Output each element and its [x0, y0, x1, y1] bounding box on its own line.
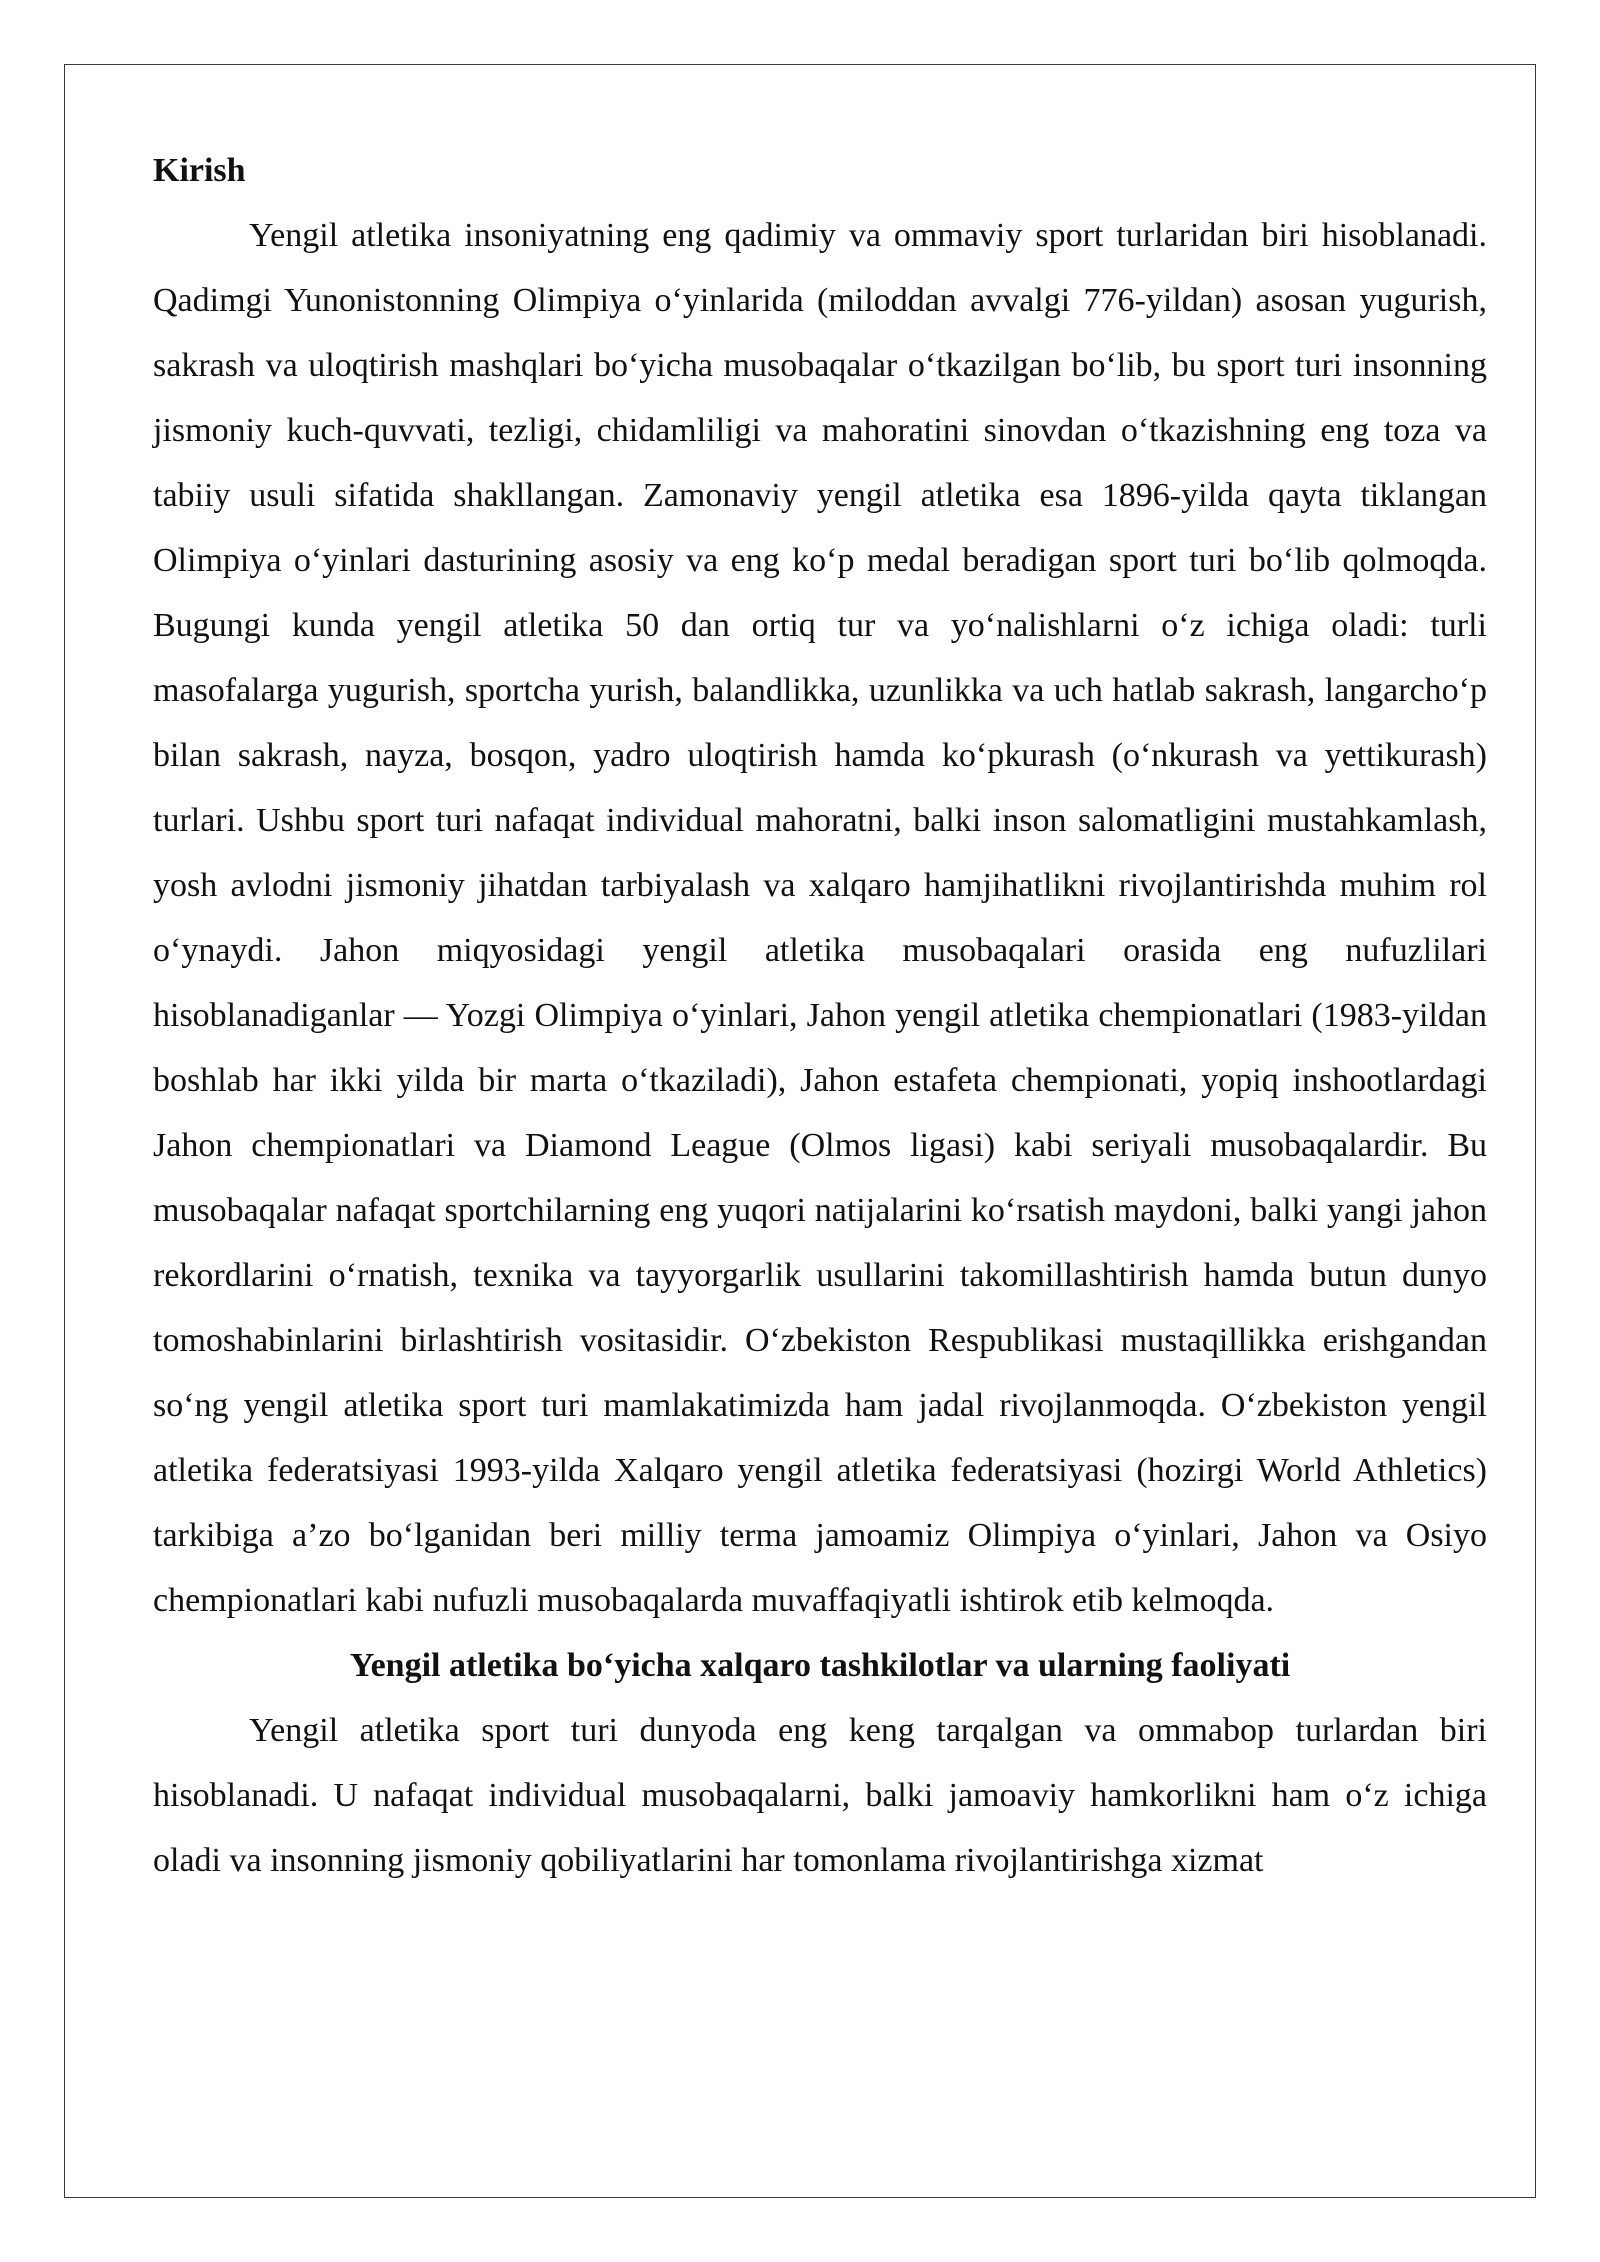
- document-body: [153, 138, 1487, 1893]
- section-title: Yengil atletika bo‘yicha xalqaro tashkilotlar va ularning faoliyati: [349, 1647, 1291, 1684]
- section-paragraph: Yengil atletika sport turi dunyoda eng keng tarqalgan va ommabop turlardan biri hisoblanadi. U nafaqat individual musobaqalarni, balki jamoaviy hamkorlikni ham o‘z ichiga oladi va insonning jismoniy qobiliyatlarini har tomonlama rivojlantirishga xizmat: [153, 1712, 1487, 1879]
- intro-paragraph: Yengil atletika insoniyatning eng qadimiy va ommaviy sport turlaridan biri hisoblanadi. Qadimgi Yunonistonning Olimpiya o‘yinlarida (miloddan avvalgi 776-yildan) asosan yugurish, sakrash va uloqtirish mashqlari bo‘yicha musobaqalar o‘tkazilgan bo‘lib, bu sport turi insonning jismoniy kuch-quvvati, tezligi, chidamliligi va mahoratini sinovdan o‘tkazishning eng toza va tabiiy usuli sifatida shakllangan. Zamonaviy yengil atletika esa 1896-yilda qayta tiklangan Olimpiya o‘yinlari dasturining asosiy va eng ko‘p medal beradigan sport turi bo‘lib qolmoqda. Bugungi kunda yengil atletika 50 dan ortiq tur va yo‘nalishlarni o‘z ichiga oladi: turli masofalarga yugurish, sportcha yurish, balandlikka, uzunlikka va uch hatlab sakrash, langarcho‘p bilan sakrash, nayza, bosqon, yadro uloqtirish hamda ko‘pkurash (o‘nkurash va yettikurash) turlari. Ushbu sport turi nafaqat individual mahoratni, balki inson salomatligini mustahkamlash, yosh avlodni jismoniy jihatdan tarbiyalash va xalqaro hamjihatlikni rivojlantirishda muhim rol o‘ynaydi. Jahon miqyosidagi yengil atletika musobaqalari orasida eng nufuzlilari hisoblanadiganlar — Yozgi Olimpiya o‘yinlari, Jahon yengil atletika chempionatlari (1983-yildan boshlab har ikki yilda bir marta o‘tkaziladi), Jahon estafeta chempionati, yopiq inshootlardagi Jahon chempionatlari va Diamond League (Olmos ligasi) kabi seriyali musobaqalardir. Bu musobaqalar nafaqat sportchilarning eng yuqori natijalarini ko‘rsatish maydoni, balki yangi jahon rekordlarini o‘rnatish, texnika va tayyorgarlik usullarini takomillashtirish hamda butun dunyo tomoshabinlarini birlashtirish vositasidir. O‘zbekiston Respublikasi mustaqillikka erishgandan so‘ng yengil atletika sport turi mamlakatimizda ham jadal rivojlanmoqda. O‘zbekiston yengil atletika federatsiyasi 1993-yilda Xalqaro yengil atletika federatsiyasi (hozirgi World Athletics) tarkibiga a’zo bo‘lganidan beri milliy terma jamoamiz Olimpiya o‘yinlari, Jahon va Osiyo chempionatlari kabi nufuzli musobaqalarda muvaffaqiyatli ishtirok etib kelmoqda.: [153, 217, 1487, 1619]
- intro-heading: Kirish: [153, 152, 246, 189]
